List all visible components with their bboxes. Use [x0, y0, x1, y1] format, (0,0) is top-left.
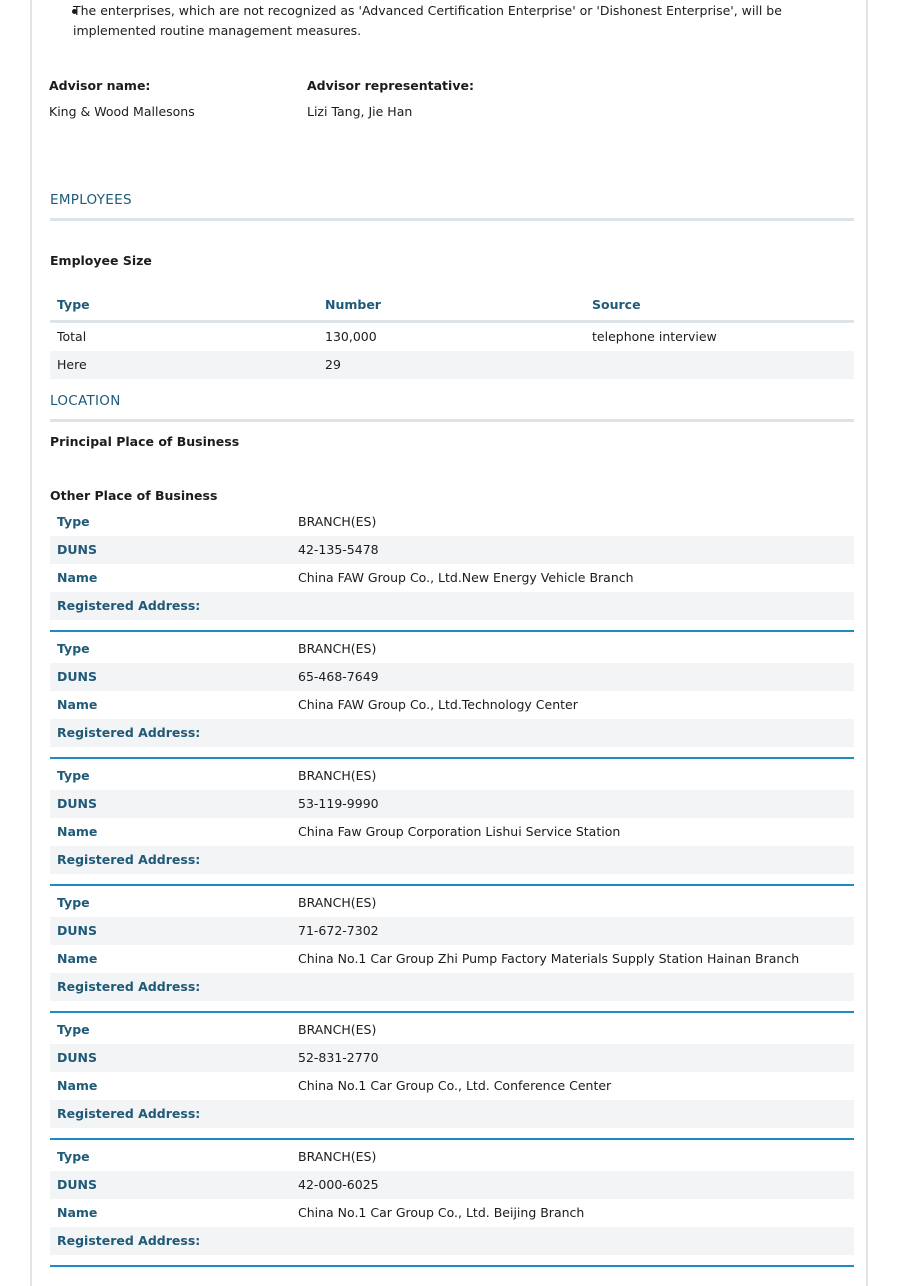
- branch-block: [50, 762, 854, 886]
- branch-duns-value: 65-468-7649: [298, 669, 379, 684]
- branch-name-label: Name: [57, 570, 98, 585]
- branch-type-label: Type: [57, 514, 90, 529]
- branch-divider: [50, 1001, 854, 1013]
- branch-name-value: China FAW Group Co., Ltd.New Energy Vehicle Branch: [298, 570, 634, 585]
- branch-divider: [50, 1128, 854, 1140]
- branch-type-value: BRANCH(ES): [298, 514, 377, 529]
- branch-duns-row: [50, 1171, 854, 1199]
- branch-address-label: Registered Address:: [57, 598, 201, 613]
- employee-table-header: [50, 290, 854, 323]
- branch-type-row: [50, 1143, 854, 1171]
- branch-duns-value: 53-119-9990: [298, 796, 379, 811]
- branch-type-label: Type: [57, 1149, 90, 1164]
- branch-address-row: [50, 1227, 854, 1255]
- cell-type: Here: [57, 357, 87, 372]
- branch-name-row: [50, 1199, 854, 1227]
- branch-duns-value: 42-000-6025: [298, 1177, 379, 1192]
- branch-type-value: BRANCH(ES): [298, 641, 377, 656]
- branch-name-row: [50, 691, 854, 719]
- table-row: [50, 323, 854, 351]
- branch-block: [50, 1016, 854, 1140]
- location-section-divider: [50, 419, 854, 422]
- branch-type-label: Type: [57, 768, 90, 783]
- advisor-name-label: Advisor name:: [49, 78, 151, 93]
- branch-duns-value: 42-135-5478: [298, 542, 379, 557]
- cell-number: 29: [325, 357, 341, 372]
- branch-type-value: BRANCH(ES): [298, 895, 377, 910]
- principal-place-title: Principal Place of Business: [50, 434, 240, 449]
- branch-name-value: China No.1 Car Group Co., Ltd. Beijing Branch: [298, 1205, 585, 1220]
- branch-address-row: [50, 973, 854, 1001]
- branch-name-value: China No.1 Car Group Zhi Pump Factory Materials Supply Station Hainan Branch: [298, 951, 800, 966]
- branch-duns-row: [50, 536, 854, 564]
- header-source: Source: [592, 297, 641, 312]
- branch-duns-label: DUNS: [57, 1177, 97, 1192]
- branch-type-label: Type: [57, 895, 90, 910]
- advisor-name-value: King & Wood Mallesons: [49, 104, 195, 119]
- branch-duns-row: [50, 1044, 854, 1072]
- notice-text-content: The enterprises, which are not recognized as 'Advanced Certification Enterprise' or 'Dishonest Enterprise', will be implemented routine management measures.: [73, 3, 782, 38]
- branch-divider: [50, 1255, 854, 1267]
- branch-duns-value: 71-672-7302: [298, 923, 379, 938]
- branch-address-label: Registered Address:: [57, 1233, 201, 1248]
- branch-address-label: Registered Address:: [57, 1106, 201, 1121]
- branch-name-value: China No.1 Car Group Co., Ltd. Conference Center: [298, 1078, 612, 1093]
- branch-type-row: [50, 762, 854, 790]
- branch-name-label: Name: [57, 697, 98, 712]
- branch-name-label: Name: [57, 824, 98, 839]
- branch-duns-row: [50, 790, 854, 818]
- cell-source: telephone interview: [592, 329, 717, 344]
- branch-divider: [50, 874, 854, 886]
- branch-duns-label: DUNS: [57, 1050, 97, 1065]
- branch-name-row: [50, 945, 854, 973]
- header-type: Type: [57, 297, 90, 312]
- branch-type-value: BRANCH(ES): [298, 768, 377, 783]
- employee-size-title: Employee Size: [50, 253, 152, 268]
- notice-text: [73, 1, 833, 41]
- branch-address-row: [50, 1100, 854, 1128]
- branch-type-label: Type: [57, 1022, 90, 1037]
- branch-name-label: Name: [57, 1078, 98, 1093]
- advisor-representative-value: Lizi Tang, Jie Han: [307, 104, 413, 119]
- branch-name-row: [50, 1072, 854, 1100]
- report-page: [30, 0, 868, 1286]
- branch-duns-label: DUNS: [57, 669, 97, 684]
- branch-address-label: Registered Address:: [57, 725, 201, 740]
- branch-duns-row: [50, 663, 854, 691]
- branch-name-label: Name: [57, 1205, 98, 1220]
- branch-name-value: China Faw Group Corporation Lishui Service Station: [298, 824, 621, 839]
- branch-type-row: [50, 508, 854, 536]
- branch-duns-label: DUNS: [57, 796, 97, 811]
- branch-name-row: [50, 818, 854, 846]
- branch-address-row: [50, 846, 854, 874]
- advisor-representative-label: Advisor representative:: [307, 78, 474, 93]
- header-number: Number: [325, 297, 381, 312]
- branch-duns-label: DUNS: [57, 542, 97, 557]
- branch-type-value: BRANCH(ES): [298, 1149, 377, 1164]
- branch-duns-row: [50, 917, 854, 945]
- table-row: [50, 351, 854, 379]
- branch-type-row: [50, 1016, 854, 1044]
- branch-block: [50, 889, 854, 1013]
- branch-name-value: China FAW Group Co., Ltd.Technology Center: [298, 697, 578, 712]
- branch-name-row: [50, 564, 854, 592]
- employees-section-title: EMPLOYEES: [50, 192, 132, 208]
- branch-name-label: Name: [57, 951, 98, 966]
- location-section-title: LOCATION: [50, 393, 121, 409]
- branch-address-label: Registered Address:: [57, 852, 201, 867]
- branch-duns-value: 52-831-2770: [298, 1050, 379, 1065]
- branch-duns-label: DUNS: [57, 923, 97, 938]
- cell-number: 130,000: [325, 329, 377, 344]
- other-place-title: Other Place of Business: [50, 488, 218, 503]
- cell-type: Total: [57, 329, 87, 344]
- branch-type-row: [50, 889, 854, 917]
- branch-divider: [50, 620, 854, 632]
- branch-type-value: BRANCH(ES): [298, 1022, 377, 1037]
- branch-block: [50, 508, 854, 632]
- employee-size-table: [50, 290, 854, 379]
- branch-divider: [50, 747, 854, 759]
- branch-address-label: Registered Address:: [57, 979, 201, 994]
- branch-address-row: [50, 592, 854, 620]
- branch-block: [50, 635, 854, 759]
- branch-block: [50, 1143, 854, 1267]
- branch-type-label: Type: [57, 641, 90, 656]
- branch-address-row: [50, 719, 854, 747]
- employees-section-divider: [50, 218, 854, 221]
- branch-type-row: [50, 635, 854, 663]
